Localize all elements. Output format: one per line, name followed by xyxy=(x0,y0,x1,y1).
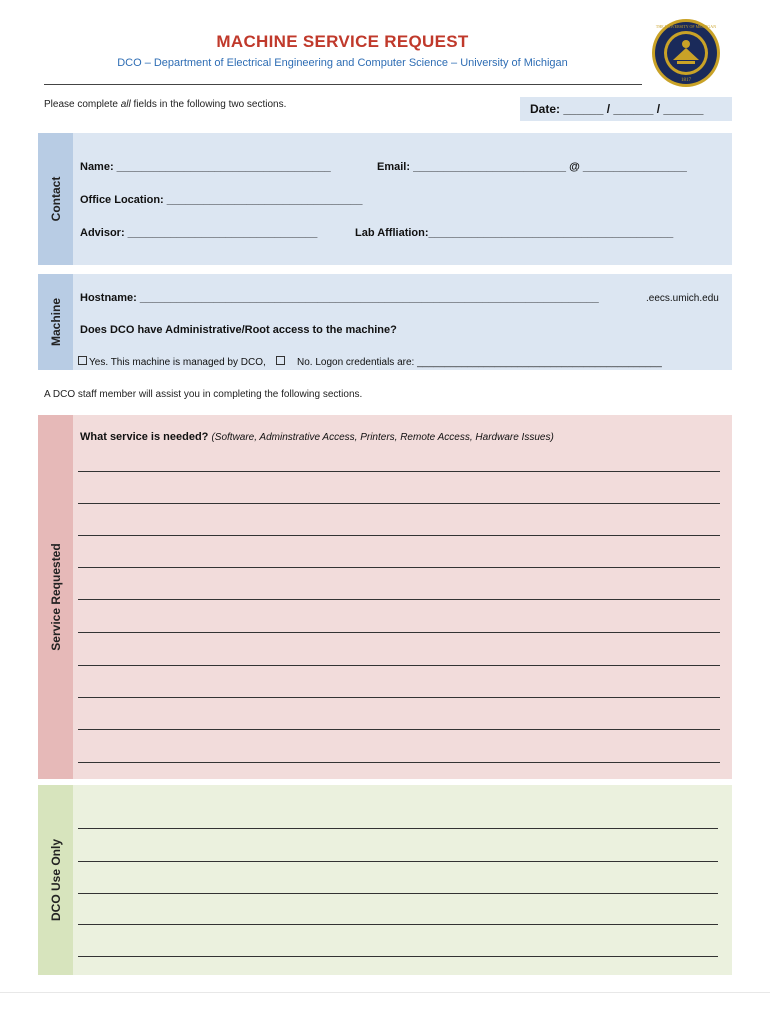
advisor-field[interactable]: Advisor: _______________________________ xyxy=(80,227,318,239)
hostname-field[interactable]: Hostname: ___________________________________________________________________________ xyxy=(80,292,599,304)
service-line[interactable] xyxy=(78,535,720,536)
instructions-suffix: fields in the following two sections. xyxy=(130,99,287,110)
name-field[interactable]: Name: ___________________________________ xyxy=(80,161,331,173)
email-field[interactable]: Email: _________________________ @ _________________ xyxy=(377,161,687,173)
dco-label: DCO Use Only xyxy=(48,838,63,922)
instructions-prefix: Please complete xyxy=(44,99,121,110)
dco-side-label xyxy=(38,785,73,975)
seal-year: 1817 xyxy=(681,78,691,83)
service-line[interactable] xyxy=(78,665,720,666)
dco-line[interactable] xyxy=(78,924,718,925)
date-field[interactable]: Date: ______ / ______ / ______ xyxy=(520,97,732,121)
no-option-label: No. Logon credentials are: ____________________________________________ xyxy=(297,357,662,368)
service-line[interactable] xyxy=(78,632,720,633)
office-location-field[interactable]: Office Location: ________________________________ xyxy=(80,194,363,206)
service-line[interactable] xyxy=(78,471,720,472)
service-side-label xyxy=(38,415,73,779)
dco-line[interactable] xyxy=(78,893,718,894)
dco-line[interactable] xyxy=(78,861,718,862)
service-line[interactable] xyxy=(78,599,720,600)
service-section xyxy=(38,415,732,779)
contact-side-label xyxy=(38,133,73,265)
service-line[interactable] xyxy=(78,567,720,568)
page-bottom-edge xyxy=(0,992,770,993)
contact-label: Contact xyxy=(48,176,63,222)
seal-text: THE UNIVERSITY OF MICHIGAN xyxy=(655,24,717,29)
yes-option-label: Yes. This machine is managed by DCO, xyxy=(89,357,266,368)
yes-checkbox-icon[interactable] xyxy=(78,356,87,365)
form-title: MACHINE SERVICE REQUEST xyxy=(216,32,469,51)
service-line[interactable] xyxy=(78,503,720,504)
dco-line[interactable] xyxy=(78,956,718,957)
dco-line[interactable] xyxy=(78,828,718,829)
header-divider xyxy=(44,84,642,85)
service-label: Service Requested xyxy=(48,543,63,651)
root-access-question: Does DCO have Administrative/Root access to the machine? xyxy=(80,324,397,336)
university-seal-icon xyxy=(651,18,721,88)
lab-affiliation-field[interactable]: Lab Affliation:________________________________________ xyxy=(355,227,674,239)
service-hint: (Software, Adminstrative Access, Printers, Remote Access, Hardware Issues) xyxy=(211,432,554,443)
instructions-emphasis: all xyxy=(120,99,131,110)
service-line[interactable] xyxy=(78,762,720,763)
service-question-text: What service is needed? xyxy=(80,431,209,443)
service-question xyxy=(80,431,554,443)
form-subtitle: DCO – Department of Electrical Engineering and Computer Science – University of Michigan xyxy=(117,57,568,69)
domain-suffix: .eecs.umich.edu xyxy=(646,293,719,304)
no-checkbox-icon[interactable] xyxy=(276,356,285,365)
no-option[interactable] xyxy=(276,356,662,368)
top-instructions xyxy=(44,99,286,110)
dco-section xyxy=(38,785,732,975)
machine-side-label xyxy=(38,274,73,370)
machine-label: Machine xyxy=(48,297,63,347)
middle-instructions: A DCO staff member will assist you in completing the following sections. xyxy=(44,389,363,400)
service-line[interactable] xyxy=(78,697,720,698)
yes-option[interactable] xyxy=(78,356,266,368)
service-line[interactable] xyxy=(78,729,720,730)
